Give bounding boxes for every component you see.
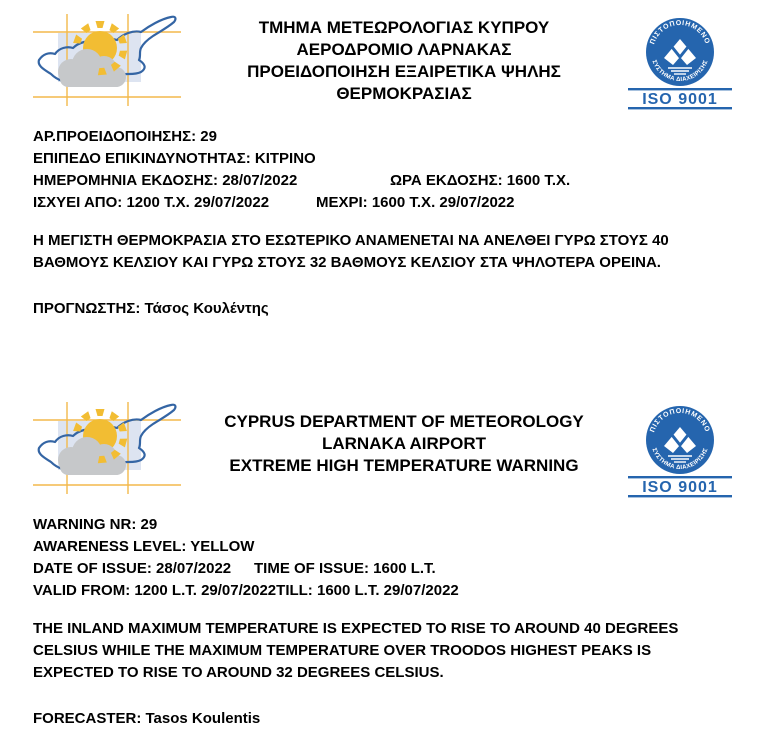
greek-forecaster: ΠΡΟΓΝΩΣΤΗΣ: Τάσος Κουλέντης [33,300,269,317]
section-english [33,402,733,730]
english-title-line: CYPRUS DEPARTMENT OF METEOROLOGY [224,412,584,431]
greek-awareness-level: ΕΠΙΠΕΔΟ ΕΠΙΚΙΝΔΥΝΟΤΗΤΑΣ: ΚΙΤΡΙΝΟ [33,150,316,167]
english-meta [33,514,733,602]
greek-meta [33,126,733,214]
english-title-line: LARNAKA AIRPORT [321,434,486,453]
english-valid-from: VALID FROM: 1200 L.T. 29/07/2022 [33,582,277,599]
english-date-of-issue: DATE OF ISSUE: 28/07/2022 [33,560,232,577]
english-time-of-issue: TIME OF ISSUE: 1600 L.T. [254,560,436,577]
section-greek [33,14,733,320]
greek-title-line: ΘΕΡΜΟΚΡΑΣΙΑΣ [336,84,472,103]
english-warning-number: WARNING NR: 29 [33,516,158,533]
greek-validity-line [33,192,733,214]
greek-valid-from: ΙΣΧΥΕΙ ΑΠΟ: 1200 Τ.Χ. 29/07/2022 [33,194,270,211]
greek-title-line: ΤΜΗΜΑ ΜΕΤΕΩΡΟΛΟΓΙΑΣ ΚΥΠΡΟΥ [258,18,550,37]
english-warning-text: THE INLAND MAXIMUM TEMPERATURE IS EXPECTED TO RISE TO AROUND 40 DEGREES CELSIUS WHILE THE MAXIMUM TEMPERATURE OVER TROODOS HIGHEST PEAKS IS EXPECTED TO RISE TO AROUND 32 DEGREES CELSIUS. [33,620,679,681]
cyprus-weather-logo [33,14,181,106]
greek-header [33,14,733,110]
greek-issue-line [33,170,733,192]
greek-date-of-issue: ΗΜΕΡΟΜΗΝΙΑ ΕΚΔΟΣΗΣ: 28/07/2022 [33,172,298,189]
greek-warning-number: ΑΡ.ΠΡΟΕΙΔΟΠΟΙΗΣΗΣ: 29 [33,128,217,145]
greek-valid-till: ΜΕΧΡΙ: 1600 Τ.Χ. 29/07/2022 [316,194,515,211]
iso-9001-logo [627,14,733,110]
greek-time-of-issue: ΩΡΑ ΕΚΔΟΣΗΣ: 1600 Τ.Χ. [390,172,571,189]
english-header [33,402,733,498]
cyprus-weather-logo [33,402,181,494]
greek-title [181,14,627,105]
greek-title-line: ΠΡΟΕΙΔΟΠΟΙΗΣΗ ΕΞΑΙΡΕΤΙΚΑ ΨΗΛΗΣ [247,62,561,81]
english-valid-till: TILL: 1600 L.T. 29/07/2022 [276,582,459,599]
english-title-line: EXTREME HIGH TEMPERATURE WARNING [229,456,579,475]
greek-title-line: ΑΕΡΟΔΡΟΜΙΟ ΛΑΡΝΑΚΑΣ [296,40,512,59]
english-issue-line [33,558,733,580]
english-validity-line [33,580,733,602]
english-title [181,402,627,477]
iso-9001-logo [627,402,733,498]
greek-warning-text: Η ΜΕΓΙΣΤΗ ΘΕΡΜΟΚΡΑΣΙΑ ΣΤΟ ΕΣΩΤΕΡΙΚΟ ΑΝΑΜΕΝΕΤΑΙ ΝΑ ΑΝΕΛΘΕΙ ΓΥΡΩ ΣΤΟΥΣ 40 ΒΑΘΜΟΥΣ ΚΕΛΣΙΟΥ ΚΑΙ ΓΥΡΩ ΣΤΟΥΣ 32 ΒΑΘΜΟΥΣ ΚΕΛΣΙΟΥ ΣΤΑ ΨΗΛΟΤΕΡΑ ΟΡΕΙΝΑ. [33,232,669,271]
english-awareness-level: AWARENESS LEVEL: YELLOW [33,538,255,555]
english-forecaster: FORECASTER: Tasos Koulentis [33,710,261,727]
